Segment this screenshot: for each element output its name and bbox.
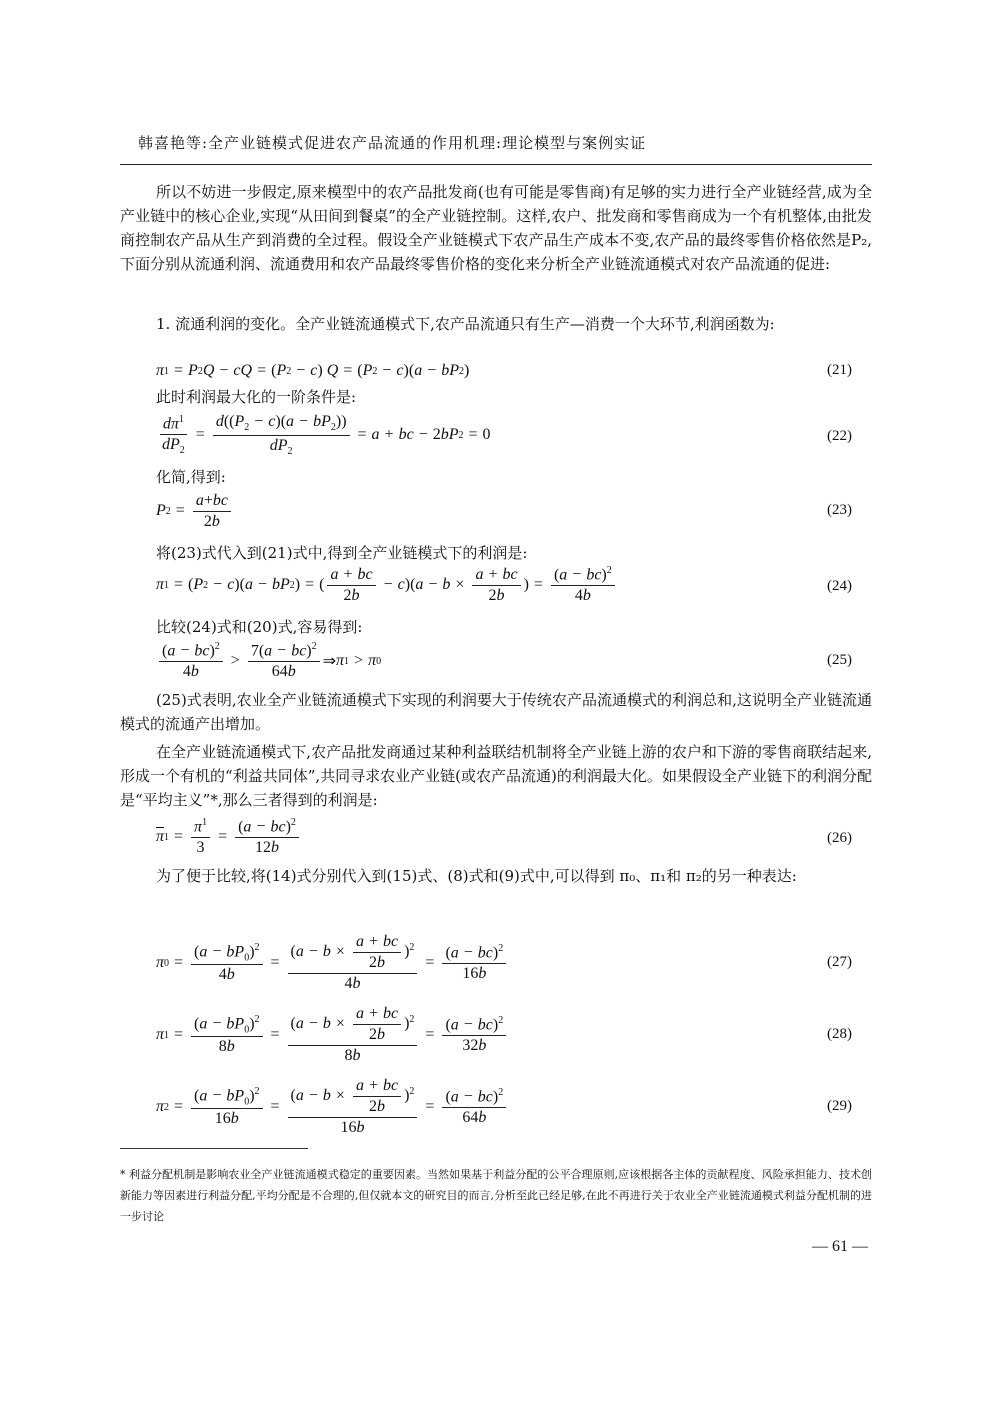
equation-number-24: (24) xyxy=(827,578,852,594)
text-substitute: 将(23)式代入到(21)式中,得到全产业链模式下的利润是: xyxy=(156,544,528,562)
equation-number-28: (28) xyxy=(827,1026,852,1042)
text-compare: 比较(24)式和(20)式,容易得到: xyxy=(156,618,363,636)
paragraph-5: 为了便于比较,将(14)式分别代入到(15)式、(8)式和(9)式中,可以得到 π₀、π₁和 π₂的另一种表达: xyxy=(156,867,797,885)
equation-21: π 1 = P 2 Q − cQ = ( P 2 − c ) Q = ( P 2 − c )( a − bP 2 ) xyxy=(156,362,470,379)
header-rule xyxy=(120,164,872,165)
equation-26: $\overline{\pi}$ 1 = $\frac{\pi^1}{3}$ = $\frac{(a - bc)^2}{12b}$ xyxy=(156,812,302,862)
footnote: * 利益分配机制是影响农业全产业链流通模式稳定的重要因素。当然如果基于利益分配的公平合理原则,应该根据各主体的贡献程度、风险承担能力、技术创新能力等因素进行利益分配,平均分配是不合理的,但仅就本文的研究目的而言,分析至此已经足够,在此不再进行关于农业全产业链流通模式利益分配机制的进一步讨论 xyxy=(120,1168,872,1223)
paragraph-4: 在全产业链流通模式下,农产品批发商通过某种利益联结机制将全产业链上游的农户和下游的零售商联结起来,形成一个有机的“利益共同体”,共同寻求农业产业链(或农产品流通)的利润最大化。如果假设全产业链下的利润分配是“平均主义”*,那么三者得到的利润是: xyxy=(120,743,872,809)
equation-28: π 1 = $\frac{(a - bP_0)^2}{8b}$ = (a − b × $\frac{a + bc}{2b}$ )$^2$ 8b = $\frac{(a - bc)^2}{32b}$ xyxy=(156,1002,509,1068)
equation-number-21: (21) xyxy=(827,362,852,378)
equation-25: $\frac{(a - bc)^2}{4b}$ > $\frac{7(a - bc)^2}{64b}$ ⇒ π 1 > π 0 xyxy=(156,636,381,686)
equation-number-27: (27) xyxy=(827,954,852,970)
equation-number-25: (25) xyxy=(827,652,852,668)
equation-23: P 2 = $\frac{a+bc}{2b}$ xyxy=(156,486,234,536)
equation-22: $\frac{d\pi^1}{dP_2}$ = $\frac{d((P_2 - c)(a - bP_2))}{dP_2}$ = a + bc − 2 bP 2 = 0 xyxy=(156,410,491,460)
equation-24: π 1 = ( P 2 − c )( a − bP 2 ) = ( $\frac{a + bc}{2b}$ − c )( a − b × $\frac{a + bc}{2b}$ ) = $\frac{(a - bc)^2}{4b}$ xyxy=(156,560,618,610)
paragraph-2: 1. 流通利润的变化。全产业链流通模式下,农产品流通只有生产—消费一个大环节,利润函数为: xyxy=(156,315,775,333)
paragraph-3: (25)式表明,农业全产业链流通模式下实现的利润要大于传统农产品流通模式的利润总和,这说明全产业链流通模式的流通产出增加。 xyxy=(120,691,872,733)
equation-number-29: (29) xyxy=(827,1098,852,1114)
text-simplify: 化简,得到: xyxy=(156,468,226,486)
running-header: 韩喜艳等:全产业链模式促进农产品流通的作用机理:理论模型与案例实证 xyxy=(138,134,647,152)
footnote-rule xyxy=(120,1148,308,1149)
text-first-order: 此时利润最大化的一阶条件是: xyxy=(156,388,357,406)
equation-29: π 2 = $\frac{(a - bP_0)^2}{16b}$ = (a − b × $\frac{a + bc}{2b}$ )$^2$ 16b = $\frac{(a - bc)^2}{64b}$ xyxy=(156,1074,509,1140)
equation-number-23: (23) xyxy=(827,502,852,518)
equation-number-26: (26) xyxy=(827,830,852,846)
page-number: — 61 — xyxy=(812,1238,868,1255)
equation-27: π 0 = $\frac{(a - bP_0)^2}{4b}$ = (a − b × $\frac{a + bc}{2b}$ )$^2$ 4b = $\frac{(a - bc)^2}{16b}$ xyxy=(156,930,509,996)
paragraph-1: 所以不妨进一步假定,原来模型中的农产品批发商(也有可能是零售商)有足够的实力进行全产业链经营,成为全产业链中的核心企业,实现“从田间到餐桌”的全产业链控制。这样,农户、批发商和零售商成为一个有机整体,由批发商控制农产品从生产到消费的全过程。假设全产业链模式下农产品生产成本不变,农产品的最终零售价格依然是P₂,下面分别从流通利润、流通费用和农产品最终零售价格的变化来分析全产业链流通模式对农产品流通的促进: xyxy=(120,183,872,273)
equation-number-22: (22) xyxy=(827,428,852,444)
